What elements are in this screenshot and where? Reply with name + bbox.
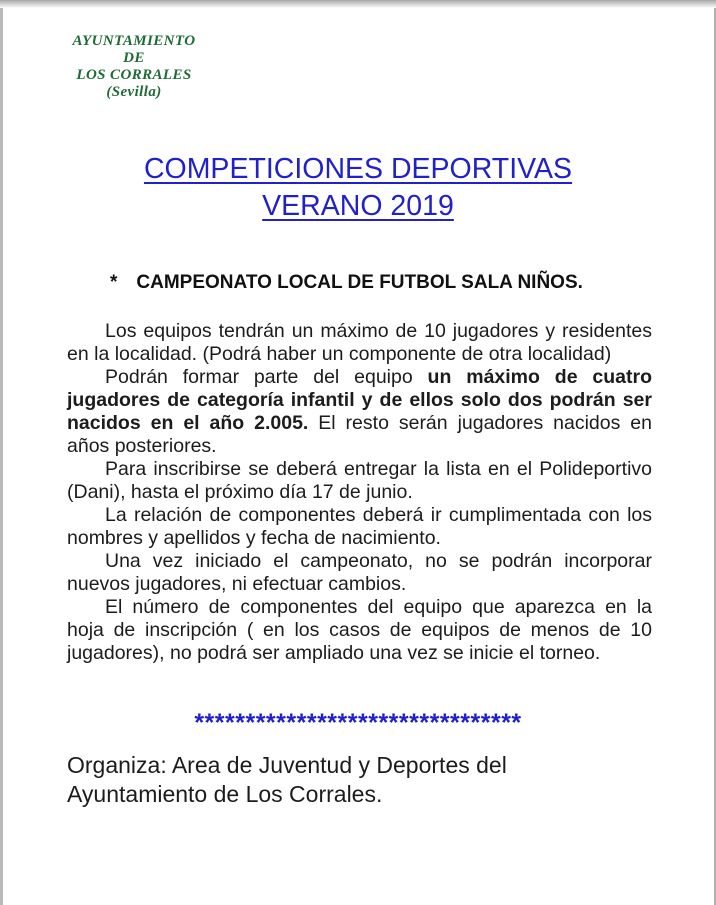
organizer-line-2: Ayuntamiento de Los Corrales.: [67, 781, 383, 807]
letterhead-line-4: (Sevilla): [106, 84, 162, 100]
body-text: [67, 320, 652, 665]
paragraph-6: [67, 596, 652, 665]
heading-bullet: *: [110, 272, 118, 293]
document-title: [0, 151, 716, 225]
organizer-note: [67, 751, 652, 809]
title-line-2: VERANO 2019: [262, 190, 454, 222]
heading-text: CAMPEONATO LOCAL DE FUTBOL SALA NIÑOS.: [136, 272, 583, 293]
text-run: El resto serán jugadores nacidos en años posteriores.: [67, 412, 652, 457]
asterisk-separator: ********************************: [194, 709, 522, 737]
paragraph-2: [67, 366, 652, 458]
text-run: El número de componentes del equipo que aparezca en la hoja de inscripción ( en los casos de equipos de menos de 10 jugadores), no podrá ser ampliado una vez se inicie el torneo.: [67, 596, 652, 664]
title-line-1: COMPETICIONES DEPORTIVAS: [143, 153, 573, 185]
letterhead-line-1: AYUNTAMIENTO: [72, 33, 196, 49]
page-top-edge: [0, 0, 716, 8]
organizer-line-1: Organiza: Area de Juventud y Deportes del: [67, 752, 507, 778]
paragraph-1: [67, 320, 652, 366]
text-run: La relación de componentes deberá ir cumplimentada con los nombres y apellidos y fecha de nacimiento.: [67, 504, 652, 549]
paragraph-5: [67, 550, 652, 596]
text-run: Podrán formar parte del equipo: [105, 366, 428, 388]
text-run: Una vez iniciado el campeonato, no se podrán incorporar nuevos jugadores, ni efectuar cambios.: [67, 550, 652, 595]
paragraph-3: [67, 458, 652, 504]
letterhead-line-3: LOS CORRALES: [76, 67, 192, 83]
bold-run: un máximo de cuatro jugadores de categoría infantil y de ellos solo dos podrán ser nacidos en el año 2.005.: [67, 366, 652, 434]
section-heading: [0, 271, 716, 295]
letterhead-line-2: DE: [123, 50, 145, 66]
text-run: Para inscribirse se deberá entregar la lista en el Polideportivo (Dani), hasta el próximo día 17 de junio.: [67, 458, 652, 503]
paragraph-4: [67, 504, 652, 550]
text-run: Los equipos tendrán un máximo de 10 jugadores y residentes en la localidad. (Podrá haber un componente de otra localidad): [67, 320, 652, 365]
letterhead: [36, 33, 232, 101]
